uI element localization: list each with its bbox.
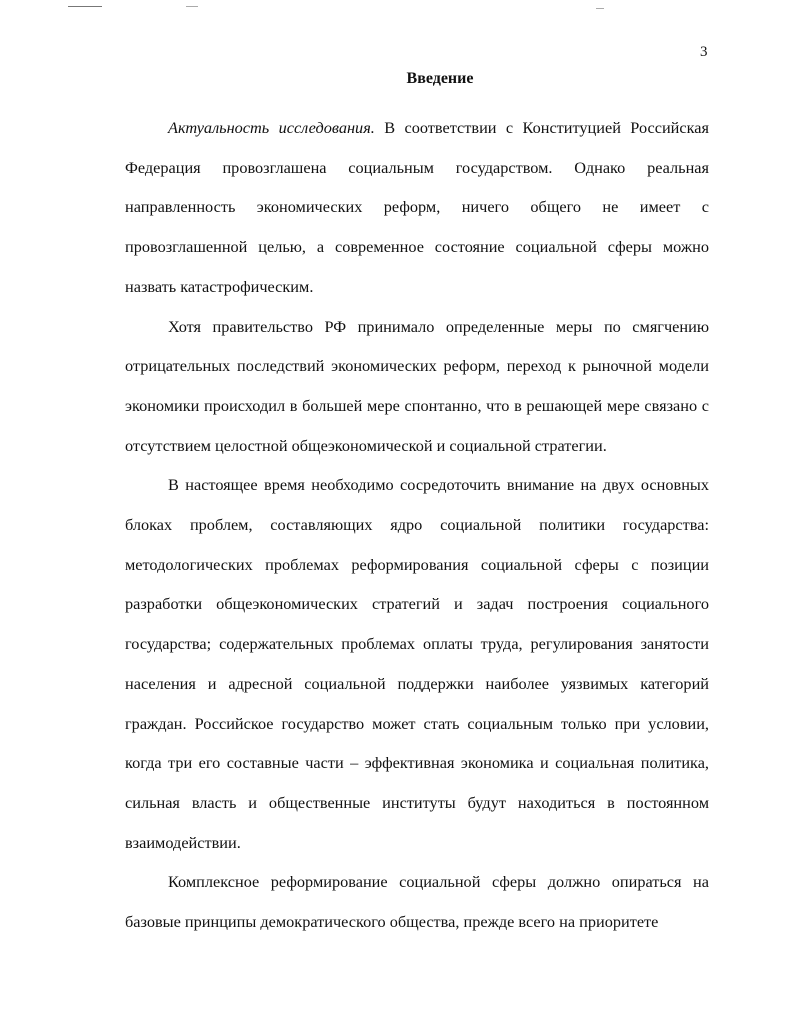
scan-artifact-dash <box>186 6 198 7</box>
scan-artifact-dash <box>596 8 604 9</box>
paragraph: Комплексное реформирование социальной сферы должно опираться на базовые принципы демократического общества, прежде всего на приоритете <box>125 872 709 932</box>
paragraph: В настоящее время необходимо сосредоточить внимание на двух основных блоках проблем, составляющих ядро социальной политики государства: методологических проблемах реформирования социальной сферы с позиции разработки общеэкономических стратегий и задач построения социального государства; содержательных проблемах оплаты труда, регулирования занятости населения и адресной социальной поддержки наиболее уязвимых категорий граждан. Российское государство может стать социальным только при условии, когда три его составные части – эффективная экономика и социальная политика, сильная власть и общественные институты будут находиться в постоянном взаимодействии. <box>125 475 709 852</box>
body-text <box>125 108 709 942</box>
section-heading: Введение <box>406 70 474 87</box>
paragraph-text: В соответствии с Конституцией Российская Федерация провозглашена социальным государством. Однако реальная направленность экономических реформ, ничего общего не имеет с провозглашенной целью, а современное состояние социальной сферы можно назвать катастрофическим. <box>125 118 709 296</box>
paragraph: Хотя правительство РФ принимало определенные меры по смягчению отрицательных последствий экономических реформ, переход к рыночной модели экономики происходил в большей мере спонтанно, что в решающей мере связано с отсутствием целостной общеэкономической и социальной стратегии. <box>125 316 709 455</box>
scan-artifact-line <box>68 6 102 7</box>
page-number: 3 <box>700 44 708 60</box>
paragraph-lead: Актуальность исследования. <box>168 118 375 137</box>
paragraph <box>125 108 709 307</box>
